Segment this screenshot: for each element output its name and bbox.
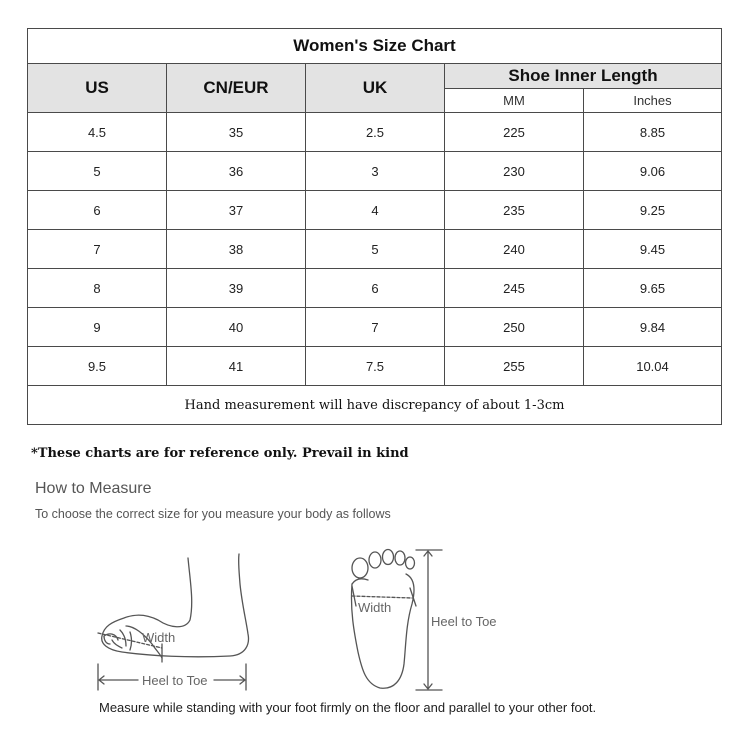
side-width-label: Width [142, 630, 176, 645]
how-to-measure-subtitle: To choose the correct size for you measure your body as follows [35, 507, 391, 521]
cell-us: 9.5 [28, 347, 167, 386]
note-row [28, 386, 722, 425]
cell-uk: 7 [306, 308, 445, 347]
table-row [28, 269, 722, 308]
foot-measure-illustration [90, 540, 530, 695]
cell-cn-eur: 37 [167, 191, 306, 230]
cell-us: 5 [28, 152, 167, 191]
cell-inches: 9.06 [584, 152, 722, 191]
cell-mm: 250 [445, 308, 584, 347]
cell-inches: 8.85 [584, 113, 722, 152]
measure-instruction: Measure while standing with your foot firmly on the floor and parallel to your other foot. [99, 700, 597, 715]
sole-width-label: Width [358, 600, 392, 615]
header-inches: Inches [584, 89, 722, 113]
cell-cn-eur: 39 [167, 269, 306, 308]
size-chart-table [27, 28, 722, 425]
cell-mm: 245 [445, 269, 584, 308]
cell-uk: 4 [306, 191, 445, 230]
cell-uk: 5 [306, 230, 445, 269]
cell-uk: 2.5 [306, 113, 445, 152]
side-foot-icon [98, 554, 248, 690]
header-cn-eur: CN/EUR [167, 64, 306, 113]
header-row [28, 64, 722, 89]
cell-uk: 6 [306, 269, 445, 308]
reference-note: *These charts are for reference only. Prevail in kind [31, 446, 409, 461]
cell-us: 7 [28, 230, 167, 269]
cell-us: 4.5 [28, 113, 167, 152]
header-shoe-inner-length: Shoe Inner Length [445, 64, 722, 89]
table-row [28, 347, 722, 386]
header-mm: MM [445, 89, 584, 113]
header-uk: UK [306, 64, 445, 113]
cell-mm: 255 [445, 347, 584, 386]
cell-cn-eur: 40 [167, 308, 306, 347]
cell-inches: 10.04 [584, 347, 722, 386]
header-us: US [28, 64, 167, 113]
cell-cn-eur: 36 [167, 152, 306, 191]
sole-heel-to-toe-label: Heel to Toe [431, 614, 497, 629]
cell-cn-eur: 41 [167, 347, 306, 386]
sole-foot-icon [351, 550, 442, 691]
cell-inches: 9.25 [584, 191, 722, 230]
cell-inches: 9.65 [584, 269, 722, 308]
side-heel-to-toe-label: Heel to Toe [142, 673, 208, 688]
cell-inches: 9.84 [584, 308, 722, 347]
title-row [28, 29, 722, 64]
table-row [28, 230, 722, 269]
chart-title: Women's Size Chart [28, 29, 722, 64]
cell-cn-eur: 38 [167, 230, 306, 269]
table-row [28, 191, 722, 230]
cell-mm: 235 [445, 191, 584, 230]
cell-inches: 9.45 [584, 230, 722, 269]
cell-mm: 240 [445, 230, 584, 269]
cell-us: 9 [28, 308, 167, 347]
cell-uk: 7.5 [306, 347, 445, 386]
table-row [28, 308, 722, 347]
cell-uk: 3 [306, 152, 445, 191]
cell-mm: 230 [445, 152, 584, 191]
table-row [28, 113, 722, 152]
how-to-measure-title: How to Measure [35, 480, 152, 497]
cell-us: 8 [28, 269, 167, 308]
cell-mm: 225 [445, 113, 584, 152]
measurement-note: Hand measurement will have discrepancy of about 1-3cm [28, 386, 722, 425]
cell-us: 6 [28, 191, 167, 230]
table-row [28, 152, 722, 191]
cell-cn-eur: 35 [167, 113, 306, 152]
